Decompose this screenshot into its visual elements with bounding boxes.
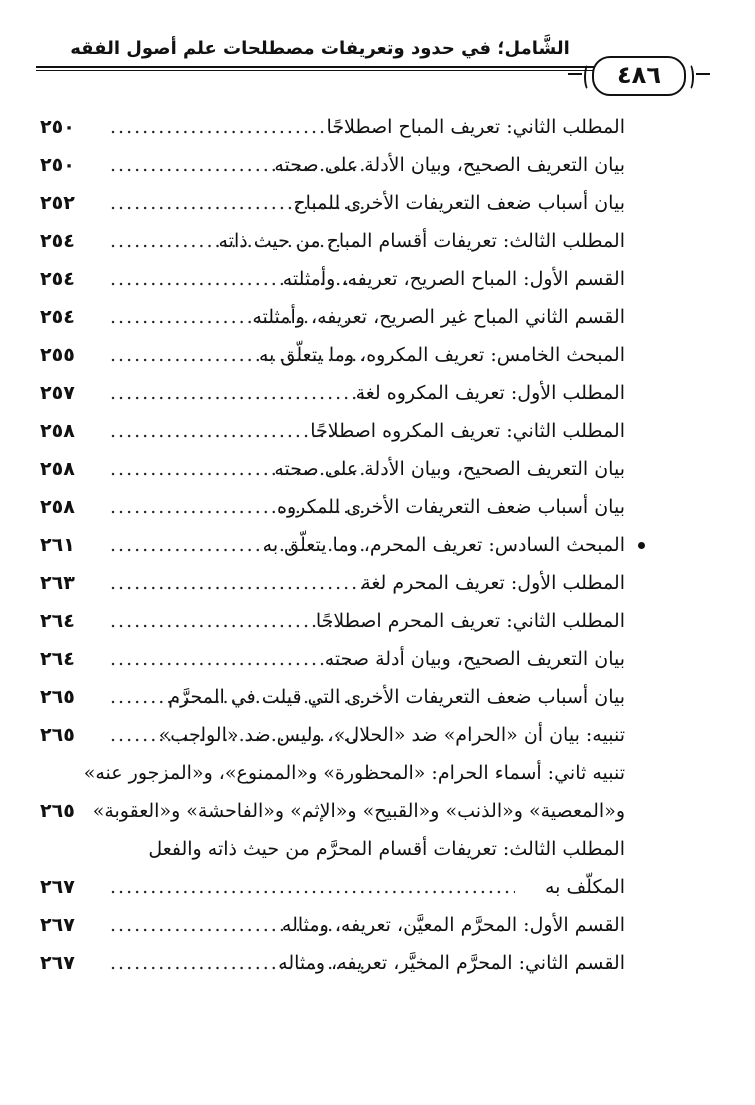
- leader-dots: [110, 640, 365, 678]
- leader-dots: [110, 374, 365, 412]
- toc-entry: [40, 564, 625, 602]
- toc-entry: [40, 716, 625, 754]
- leader-dots: [110, 526, 365, 564]
- toc-entry: [40, 184, 625, 222]
- toc-entry-page: ٢٥٠: [40, 154, 75, 176]
- toc-entry-title: بيان التعريف الصحيح، وبيان الأدلة على صحته: [268, 146, 625, 184]
- toc-entry-title: بيان التعريف الصحيح، وبيان الأدلة على صحته: [268, 450, 625, 488]
- toc-entry-page: ٢٦٤: [40, 610, 75, 632]
- toc-entry-page: ٢٥٨: [40, 496, 75, 518]
- toc-entry-title: المطلب الثاني: تعريف المحرم اصطلاحًا: [310, 602, 625, 640]
- leader-dots: [110, 108, 365, 146]
- toc-entry-page: ٢٥٤: [40, 268, 75, 290]
- toc-entry: [40, 412, 625, 450]
- toc-entry-title: تنبيه ثاني: أسماء الحرام: «المحظورة» و«الممنوع»، و«المزجور عنه»: [78, 754, 625, 792]
- toc-entry-title: تنبيه: بيان أن «الحرام» ضد «الحلال»، وليس ضد «الواجب»: [153, 716, 625, 754]
- leader-dots: [110, 336, 365, 374]
- toc-entry-title: المكلّف به: [539, 868, 625, 906]
- toc-entry-title: المبحث السادس: تعريف المحرم، وما يتعلّق به: [257, 526, 625, 564]
- leader-dots: [110, 146, 365, 184]
- toc-entry: [40, 374, 625, 412]
- toc-entry: [40, 678, 625, 716]
- page-number-ornament: [592, 56, 686, 96]
- toc-entry-page: ٢٦١: [40, 534, 75, 556]
- toc-entry: [40, 830, 625, 868]
- toc-entry: [40, 906, 625, 944]
- leader-dots: [110, 184, 365, 222]
- toc-entry-title: المطلب الأول: تعريف المكروه لغة: [350, 374, 625, 412]
- toc-entry: [40, 792, 625, 830]
- toc-entry: [40, 526, 625, 564]
- toc-entry-title: المطلب الأول: تعريف المحرم لغة: [355, 564, 625, 602]
- toc-entry-page: ٢٥٨: [40, 420, 75, 442]
- toc-entry-page: ٢٦٥: [40, 686, 75, 708]
- toc-entry-title: المطلب الثالث: تعريفات أقسام المحرَّم من حيث ذاته والفعل: [142, 830, 625, 868]
- toc-entry: [40, 146, 625, 184]
- page-number: ٤٨٦: [617, 61, 661, 89]
- toc-entry: [40, 108, 625, 146]
- header-rule: [36, 66, 600, 68]
- toc-entry: [40, 640, 625, 678]
- toc-entry-page: ٢٥٨: [40, 458, 75, 480]
- toc-entry: [40, 336, 625, 374]
- toc-entry-title: المطلب الثاني: تعريف المكروه اصطلاحًا: [304, 412, 625, 450]
- toc-entry: [40, 754, 625, 792]
- toc-entry-page: ٢٥٧: [40, 382, 75, 404]
- leader-dots: [110, 450, 365, 488]
- ornament-right: [696, 73, 710, 75]
- toc-entry-page: ٢٥٤: [40, 306, 75, 328]
- toc-entry-page: ٢٦٧: [40, 876, 75, 898]
- leader-dots: [110, 678, 365, 716]
- toc-entry: [40, 602, 625, 640]
- toc-entry-title: بيان أسباب ضعف التعريفات الأخرى التي قيلت في المحرَّم: [162, 678, 625, 716]
- leader-dots: [110, 906, 365, 944]
- toc-entry-title: المبحث الخامس: تعريف المكروه، وما يتعلّق به: [253, 336, 625, 374]
- leader-dots: [110, 564, 365, 602]
- toc-entry: [40, 450, 625, 488]
- leader-dots: [110, 716, 365, 754]
- toc-entry-title: القسم الثاني: المحرَّم المخيَّر، تعريفه، ومثاله: [272, 944, 625, 982]
- toc-entry-page: ٢٥٥: [40, 344, 75, 366]
- toc-entry-title: القسم الأول: المباح الصريح، تعريفه، وأمثلته: [277, 260, 625, 298]
- toc-entry-page: ٢٥٤: [40, 230, 75, 252]
- leader-dots: [110, 944, 365, 982]
- leader-dots: [110, 412, 365, 450]
- header-rule-thin: [36, 70, 600, 71]
- leader-dots: [110, 602, 365, 640]
- toc-entry: [40, 222, 625, 260]
- toc-entry-title: القسم الأول: المحرَّم المعيَّن، تعريفه، ومثاله: [276, 906, 625, 944]
- toc-entry: [40, 944, 625, 982]
- toc-entry-page: ٢٦٥: [40, 724, 75, 746]
- toc-entry-title: بيان أسباب ضعف التعريفات الأخرى للمباح: [287, 184, 625, 222]
- toc-entry-page: ٢٥٠: [40, 116, 75, 138]
- running-header-title: الشَّامل؛ في حدود وتعريفات مصطلحات علم أصول الفقه: [70, 38, 570, 59]
- bullet-marker: [638, 542, 645, 549]
- toc-entry-page: ٢٦٧: [40, 952, 75, 974]
- toc-entry-title: بيان التعريف الصحيح، وبيان أدلة صحته: [319, 640, 625, 678]
- ornament-left: [568, 73, 582, 75]
- toc-entry-page: ٢٥٢: [40, 192, 75, 214]
- leader-dots: [110, 298, 365, 336]
- leader-dots: [110, 488, 365, 526]
- toc-entry-title: بيان أسباب ضعف التعريفات الأخرى للمكروه: [271, 488, 625, 526]
- leader-dots: [110, 868, 515, 906]
- toc-entry-page: ٢٦٤: [40, 648, 75, 670]
- toc-entry-page: ٢٦٥: [40, 800, 75, 822]
- toc-entry: [40, 488, 625, 526]
- toc-entry-title: المطلب الثالث: تعريفات أقسام المباح من حيث ذاته: [212, 222, 625, 260]
- toc-entry: [40, 260, 625, 298]
- toc-entry-title: و«المعصية» و«الذنب» و«القبيح» و«الإثم» و«الفاحشة» و«العقوبة»: [87, 792, 625, 830]
- toc-entry: [40, 298, 625, 336]
- toc-entry-page: ٢٦٧: [40, 914, 75, 936]
- toc-entry-title: القسم الثاني المباح غير الصريح، تعريفه، وأمثلته: [246, 298, 625, 336]
- toc-entry-page: ٢٦٣: [40, 572, 75, 594]
- toc-entry: [40, 868, 625, 906]
- toc-entry-title: المطلب الثاني: تعريف المباح اصطلاحًا: [321, 108, 625, 146]
- leader-dots: [110, 260, 365, 298]
- leader-dots: [110, 222, 365, 260]
